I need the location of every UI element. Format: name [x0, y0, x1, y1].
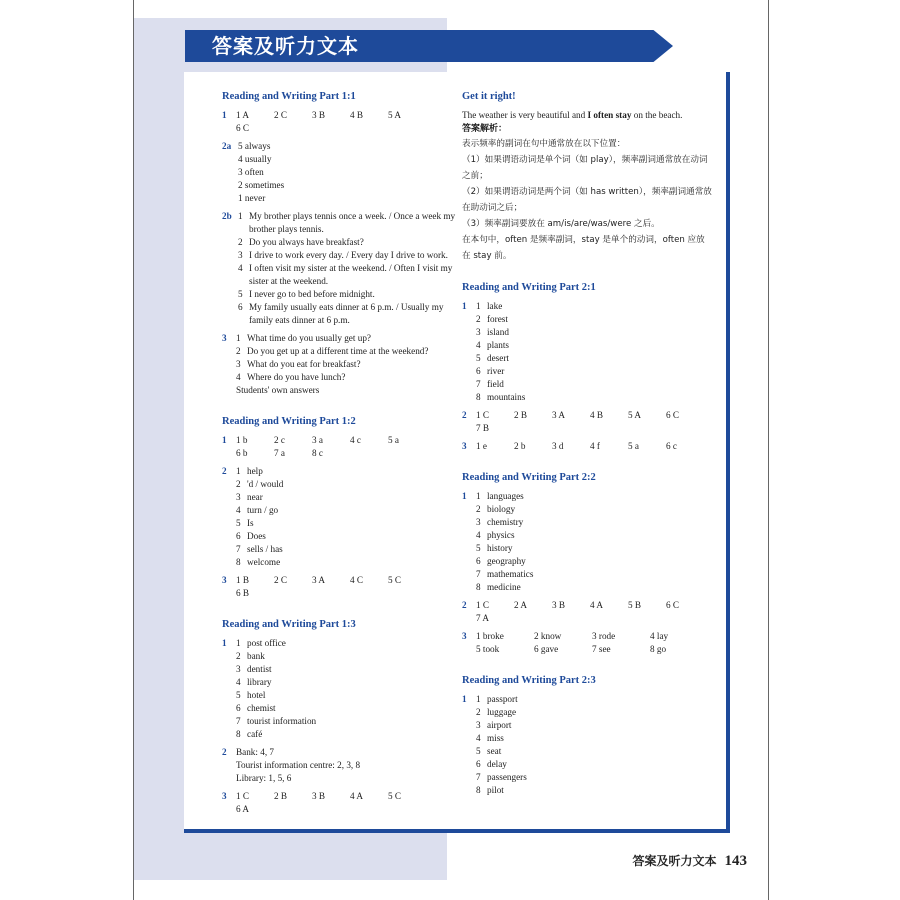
item-number: 4: [476, 530, 481, 540]
answer: 4 A: [590, 600, 604, 610]
question-3: [222, 790, 462, 816]
question-number: 2b: [222, 211, 232, 221]
list-item: bank: [247, 651, 265, 661]
list-item: 3 often: [238, 167, 264, 177]
question-3: [222, 574, 462, 600]
list-item: Do you always have breakfast?: [249, 237, 364, 247]
page-footer: [632, 852, 747, 870]
item-number: 8: [476, 582, 481, 592]
list-item: lake: [487, 301, 503, 311]
question-1: [222, 637, 462, 741]
answer-row: [236, 109, 462, 135]
question-number: 1: [222, 638, 227, 648]
item-number: 1: [238, 211, 243, 221]
answer: 8 go: [650, 644, 667, 654]
list-item: history: [487, 543, 513, 553]
list-item: airport: [487, 720, 512, 730]
list-item: 5 always: [238, 141, 271, 151]
item-number: 8: [476, 392, 481, 402]
list-item: near: [247, 492, 263, 502]
item-number: 3: [236, 492, 241, 502]
list-item: mountains: [487, 392, 526, 402]
item-number: 8: [236, 557, 241, 567]
list-item: chemistry: [487, 517, 524, 527]
answer: 2 c: [274, 435, 285, 445]
question-2a: [222, 140, 462, 205]
answer: 3 B: [312, 791, 326, 801]
question-number: 3: [222, 575, 227, 585]
list-item: chemist: [247, 703, 276, 713]
list-item: library: [247, 677, 272, 687]
list-item: languages: [487, 491, 524, 501]
explanation-label: 答案解析：: [462, 124, 508, 134]
list-item: river: [487, 366, 505, 376]
item-number: 6: [476, 759, 481, 769]
question-number: 1: [462, 491, 467, 501]
question-number: 2a: [222, 141, 232, 151]
answer: 2 A: [514, 600, 528, 610]
list-item: tourist information: [247, 716, 317, 726]
item-number: 6: [476, 556, 481, 566]
list-item: Do you get up at a different time at the weekend?: [247, 346, 429, 356]
list-item: 'd / would: [247, 479, 284, 489]
answer: 2 C: [274, 110, 288, 120]
answer-row: [236, 574, 462, 600]
answer: 7 B: [476, 423, 490, 433]
list-item: sells / has: [247, 544, 283, 554]
answer: 1 e: [476, 441, 487, 451]
answer: 6 B: [236, 588, 250, 598]
explanation-line: （3）频率副词要放在 am/is/are/was/were 之后。: [462, 219, 660, 229]
list-item: biology: [487, 504, 516, 514]
item-number: 3: [476, 517, 481, 527]
item-number: 3: [236, 664, 241, 674]
sentence-bold-text: I often stay: [587, 110, 632, 120]
list-item: plants: [487, 340, 509, 350]
answer: 5 a: [628, 441, 639, 451]
question-number: 3: [222, 791, 227, 801]
list-item: 4 usually: [238, 154, 272, 164]
answer: 4 B: [590, 410, 604, 420]
answer-row: [476, 599, 712, 625]
answer: 1 b: [236, 435, 248, 445]
answer: 6 C: [666, 410, 680, 420]
question-3: [462, 440, 712, 453]
answer: 2 C: [274, 575, 288, 585]
answer-row: [476, 630, 712, 656]
item-number: 7: [476, 379, 481, 389]
explanation-line: （2）如果谓语动词是两个词（如 has written），频率副词通常放在助动词之后；: [462, 187, 712, 213]
list-item: dentist: [247, 664, 272, 674]
list-item: post office: [247, 638, 286, 648]
list-item: Where do you have lunch?: [247, 372, 346, 382]
question-number: 2: [462, 600, 467, 610]
item-number: 7: [476, 772, 481, 782]
right-column: [462, 90, 712, 802]
list-item: I often visit my sister at the weekend. / Often I visit my sister at the weekend.: [249, 263, 453, 286]
answer-row: [236, 790, 462, 816]
explanation-line: 表示频率的副词在句中通常放在以下位置：: [462, 139, 626, 149]
item-number: 2: [476, 314, 481, 324]
list-item: mathematics: [487, 569, 534, 579]
question-3: [222, 332, 462, 397]
list-item: pilot: [487, 785, 504, 795]
section-title: Reading and Writing Part 1:1: [222, 91, 356, 102]
list-item: My brother plays tennis once a week. / Once a week my brother plays tennis.: [249, 211, 456, 234]
page-title: 答案及听力文本: [212, 34, 359, 58]
question-number: 1: [462, 301, 467, 311]
answer: 4 lay: [650, 631, 669, 641]
answer: 6 gave: [534, 644, 559, 654]
item-number: 7: [236, 544, 241, 554]
list-item: passport: [487, 694, 518, 704]
list-item: delay: [487, 759, 507, 769]
note-text: Students' own answers: [236, 385, 320, 395]
answer: 4 A: [350, 791, 364, 801]
question-2: [462, 409, 712, 435]
explanation-line: 在本句中，often 是频率副词，stay 是单个的动词，often 应放在 stay 前。: [462, 235, 705, 261]
answer: 2 B: [514, 410, 528, 420]
list-item: My family usually eats dinner at 6 p.m. / Usually my family eats dinner at 6 p.m.: [249, 302, 444, 325]
section-title: Reading and Writing Part 2:1: [462, 282, 596, 293]
question-number: 1: [462, 694, 467, 704]
item-number: 7: [476, 569, 481, 579]
answer: 6 b: [236, 448, 248, 458]
answer: 3 rode: [592, 631, 616, 641]
question-2: [462, 599, 712, 625]
answer: 5 A: [388, 110, 402, 120]
list-item: medicine: [487, 582, 521, 592]
explanation-line: （1）如果谓语动词是单个词（如 play），频率副词通常放在动词之前；: [462, 155, 708, 181]
question-number: 3: [462, 631, 467, 641]
answer: 1 A: [236, 110, 250, 120]
answer: 1 C: [476, 600, 490, 610]
list-item: I drive to work every day. / Every day I drive to work.: [249, 250, 448, 260]
section-title: Reading and Writing Part 1:3: [222, 619, 356, 630]
item-number: 6: [236, 531, 241, 541]
section-title: Get it right!: [462, 91, 516, 102]
question-1: [222, 109, 462, 135]
answer: 3 B: [312, 110, 326, 120]
item-number: 2: [236, 479, 241, 489]
item-number: 4: [476, 340, 481, 350]
list-item: Tourist information centre: 2, 3, 8: [236, 760, 361, 770]
item-number: 1: [476, 694, 481, 704]
question-number: 3: [462, 441, 467, 451]
list-item: What do you eat for breakfast?: [247, 359, 361, 369]
list-item: welcome: [247, 557, 281, 567]
section-title: Reading and Writing Part 2:2: [462, 472, 596, 483]
answer-row: [236, 434, 462, 460]
item-number: 1: [476, 491, 481, 501]
list-item: turn / go: [247, 505, 279, 515]
item-number: 1: [236, 333, 241, 343]
list-item: help: [247, 466, 263, 476]
item-number: 5: [236, 690, 241, 700]
answer: 5 C: [388, 575, 402, 585]
item-number: 3: [238, 250, 243, 260]
item-number: 8: [476, 785, 481, 795]
list-item: 2 sometimes: [238, 180, 285, 190]
item-number: 4: [236, 677, 241, 687]
answer: 4 B: [350, 110, 364, 120]
list-item: miss: [487, 733, 504, 743]
item-number: 1: [236, 466, 241, 476]
list-item: What time do you usually get up?: [247, 333, 372, 343]
question-number: 3: [222, 333, 227, 343]
item-number: 2: [238, 237, 243, 247]
item-number: 4: [476, 733, 481, 743]
answer: 6 C: [666, 600, 680, 610]
item-number: 6: [238, 302, 243, 312]
question-number: 2: [222, 466, 227, 476]
list-item: forest: [487, 314, 508, 324]
answer: 1 C: [236, 791, 250, 801]
item-number: 3: [476, 720, 481, 730]
list-item: hotel: [247, 690, 266, 700]
item-number: 2: [236, 651, 241, 661]
item-number: 3: [476, 327, 481, 337]
list-item: café: [247, 729, 263, 739]
left-column: [222, 90, 462, 821]
question-number: 1: [222, 435, 227, 445]
answer: 7 A: [476, 613, 490, 623]
list-item: desert: [487, 353, 509, 363]
item-number: 7: [236, 716, 241, 726]
question-1: [462, 300, 712, 404]
item-number: 4: [236, 372, 241, 382]
answer: 2 know: [534, 631, 562, 641]
item-number: 2: [236, 346, 241, 356]
list-item: island: [487, 327, 509, 337]
answer: 3 B: [552, 600, 566, 610]
footer-title: 答案及听力文本: [632, 854, 717, 868]
list-item: 1 never: [238, 193, 266, 203]
list-item: physics: [487, 530, 515, 540]
answer-row: [476, 409, 712, 435]
item-number: 5: [238, 289, 243, 299]
question-1: [222, 434, 462, 460]
list-item: Does: [247, 531, 266, 541]
answer: 8 c: [312, 448, 323, 458]
item-number: 6: [236, 703, 241, 713]
item-number: 1: [476, 301, 481, 311]
list-item: luggage: [487, 707, 517, 717]
question-2: [222, 746, 462, 785]
item-number: 3: [236, 359, 241, 369]
question-1: [462, 490, 712, 594]
question-number: 1: [222, 110, 227, 120]
answer: 5 B: [628, 600, 642, 610]
section-title: Reading and Writing Part 1:2: [222, 416, 356, 427]
list-item: geography: [487, 556, 526, 566]
item-number: 6: [476, 366, 481, 376]
answer: 4 f: [590, 441, 600, 451]
page-number: 143: [724, 853, 747, 869]
item-number: 5: [476, 746, 481, 756]
list-item: seat: [487, 746, 502, 756]
answer: 5 took: [476, 644, 500, 654]
question-number: 2: [462, 410, 467, 420]
answer-content-box: [184, 72, 730, 833]
answer: 2 b: [514, 441, 526, 451]
sentence-text: The weather is very beautiful and: [462, 110, 588, 120]
question-1: [462, 693, 712, 797]
item-number: 5: [476, 353, 481, 363]
answer: 5 A: [628, 410, 642, 420]
item-number: 4: [236, 505, 241, 515]
list-item: I never go to bed before midnight.: [249, 289, 375, 299]
error-sentence: [462, 109, 712, 122]
section-title: Reading and Writing Part 2:3: [462, 675, 596, 686]
answer: 1 C: [476, 410, 490, 420]
list-item: passengers: [487, 772, 527, 782]
item-number: 5: [236, 518, 241, 528]
item-number: 5: [476, 543, 481, 553]
answer: 7 see: [592, 644, 611, 654]
answer: 5 a: [388, 435, 399, 445]
answer-row: [476, 440, 712, 453]
answer: 3 d: [552, 441, 564, 451]
item-number: 1: [236, 638, 241, 648]
list-item: field: [487, 379, 504, 389]
answer: 1 B: [236, 575, 250, 585]
answer: 4 C: [350, 575, 364, 585]
item-number: 4: [238, 263, 243, 273]
question-2b: [222, 210, 462, 327]
answer: 3 A: [312, 575, 326, 585]
question-3: [462, 630, 712, 656]
list-item: Is: [247, 518, 254, 528]
sentence-text: on the beach.: [631, 110, 683, 120]
answer: 1 broke: [476, 631, 504, 641]
answer: 6 c: [666, 441, 677, 451]
answer: 4 c: [350, 435, 361, 445]
answer: 6 A: [236, 804, 250, 814]
question-number: 2: [222, 747, 227, 757]
list-item: Library: 1, 5, 6: [236, 773, 292, 783]
answer: 5 C: [388, 791, 402, 801]
answer: 6 C: [236, 123, 250, 133]
answer: 2 B: [274, 791, 288, 801]
answer: 7 a: [274, 448, 285, 458]
list-item: Bank: 4, 7: [236, 747, 275, 757]
item-number: 2: [476, 504, 481, 514]
answer: 3 A: [552, 410, 566, 420]
question-2: [222, 465, 462, 569]
item-number: 8: [236, 729, 241, 739]
answer: 3 a: [312, 435, 323, 445]
item-number: 2: [476, 707, 481, 717]
